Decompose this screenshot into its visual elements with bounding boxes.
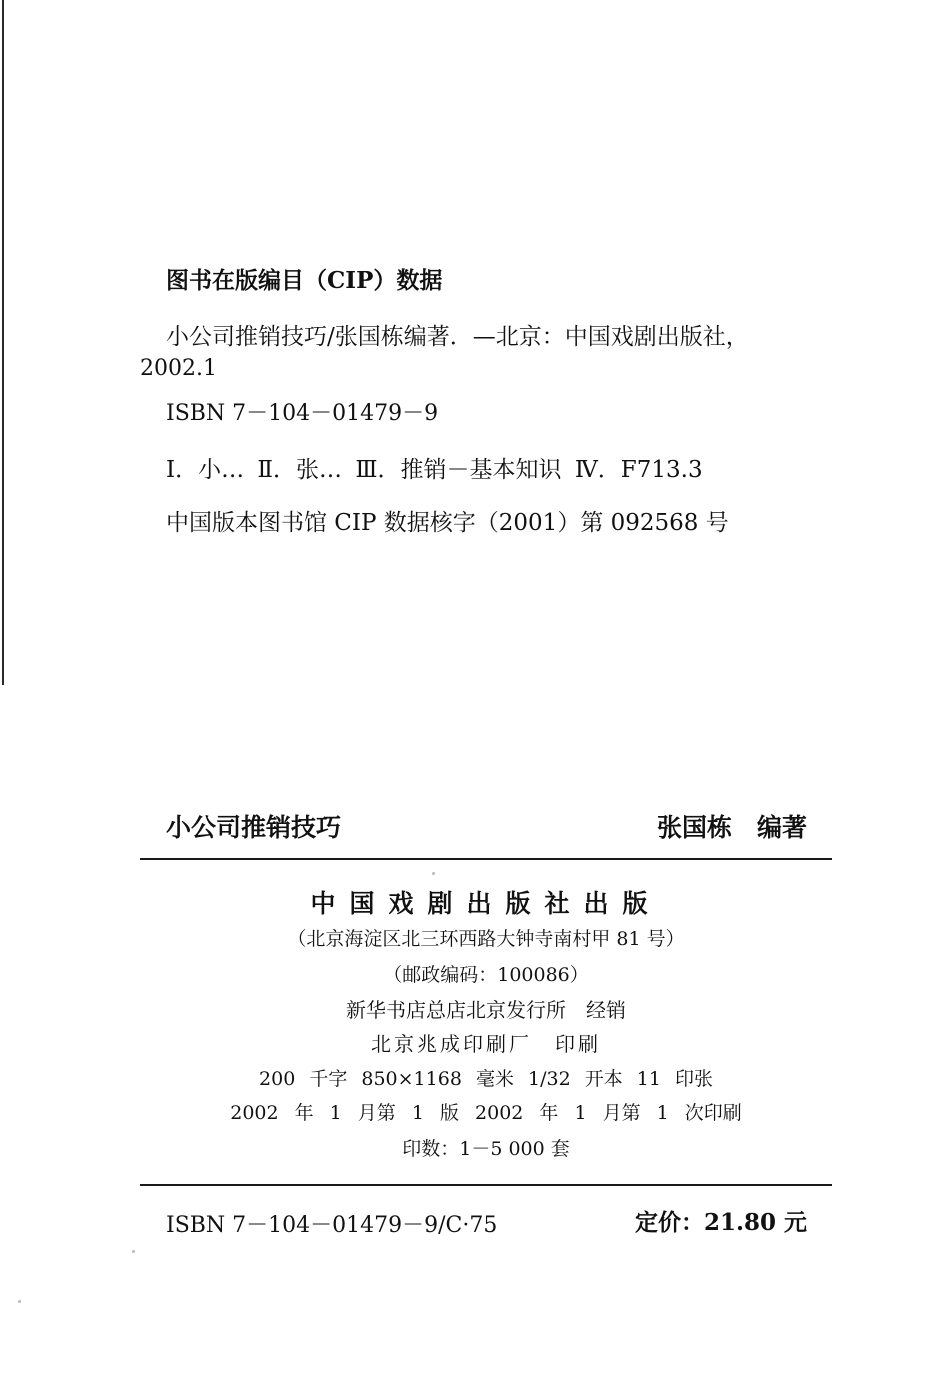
book-author: 张国栋 编著: [656, 813, 807, 842]
print-speck: [432, 872, 435, 875]
postal-code: （邮政编码：100086）: [383, 964, 589, 986]
print-speck: [132, 1250, 135, 1253]
full-isbn: ISBN 7－104－01479－9/C·75: [166, 1213, 498, 1238]
publisher-address: （北京海淀区北三环西路大钟寺南村甲 81 号）: [287, 928, 685, 950]
page-edge-line: [2, 0, 4, 685]
bottom-divider: [140, 1184, 832, 1186]
cip-publication-date: 2002.1: [140, 356, 217, 381]
cip-heading: 图书在版编目（CIP）数据: [166, 267, 443, 294]
publisher-line: 中国戏剧出版社出版: [310, 889, 662, 918]
publication-details: [140, 0, 832, 1180]
edition-info: 2002 年 1 月第 1 版 2002 年 1 月第 1 次印刷: [230, 1102, 742, 1124]
distributor-line: 新华书店总店北京发行所 经销: [346, 998, 626, 1022]
printer-line: 北京兆成印刷厂 印刷: [371, 1032, 601, 1056]
cip-classification: Ⅰ．小… Ⅱ．张… Ⅲ．推销－基本知识 Ⅳ．F713.3: [166, 457, 703, 483]
book-title: 小公司推销技巧: [166, 813, 342, 842]
print-run: 印数：1－5 000 套: [402, 1138, 570, 1160]
cip-isbn: ISBN 7－104－01479－9: [166, 401, 439, 426]
print-speck: [18, 1300, 21, 1303]
format-specs: 200 千字 850×1168 毫米 1/32 开本 11 印张: [259, 1068, 713, 1090]
cip-data-note: 中国版本图书馆 CIP 数据核字（2001）第 092568 号: [166, 510, 729, 536]
price: 定价：21.80 元: [634, 1209, 807, 1236]
cip-bibliographic-line: 小公司推销技巧/张国栋编著．—北京：中国戏剧出版社，: [166, 324, 749, 350]
